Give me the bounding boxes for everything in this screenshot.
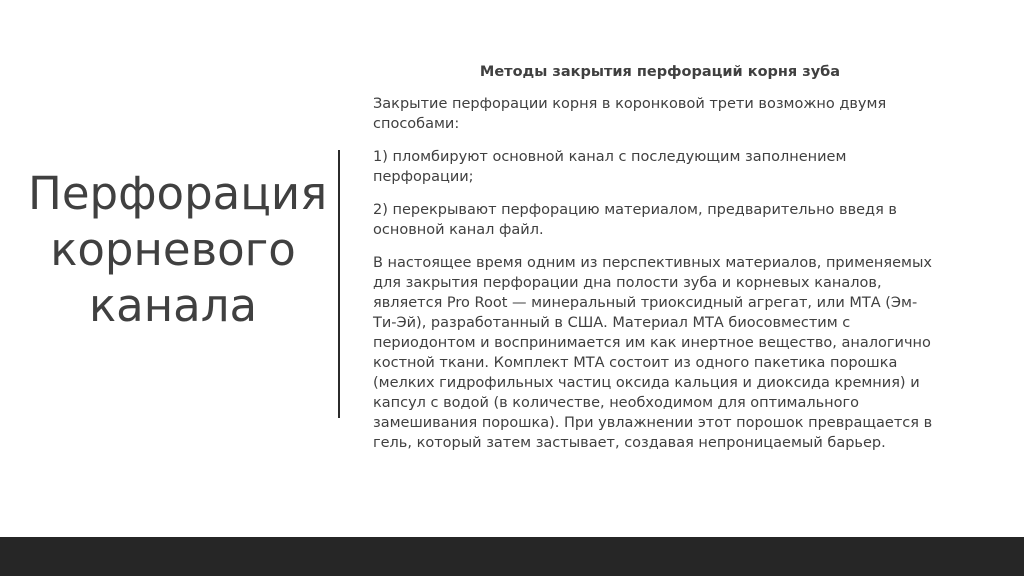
slide-title: Перфорация корневого канала [28, 167, 328, 332]
paragraph-mta: В настоящее время одним из перспективных материалов, применяемых для закрытия перфорации дна полости зуба и корневых каналов, является Pro Root — минеральный триоксидный агрегат, или МТА (Эм-Ти-Эй), разработанный в США. Материал МТА биосовместим с периодонтом и воспринимается им как инертное вещество, аналогично костной ткани. Комплект МТА состоит из одного пакетика порошка (мелких гидрофильных частиц оксида кальция и диоксида кремния) и капсул с водой (в количестве, необходимом для оптимального замешивания порошка). При увлажнении этот порошок превращается в гель, который затем застывает, создавая непроницаемый барьер. [373, 255, 933, 451]
paragraph-method-2: 2) перекрывают перфорацию материалом, предварительно введя в основной канал файл. [373, 202, 897, 238]
paragraph-intro: Закрытие перфорации корня в коронковой трети возможно двумя способами: [373, 96, 887, 132]
paragraph-method-1: 1) пломбируют основной канал с последующим заполнением перфорации; [373, 149, 847, 185]
vertical-divider [338, 150, 340, 418]
footer-bar [0, 537, 1024, 576]
content-heading: Методы закрытия перфораций корня зуба [479, 64, 841, 80]
slide-content [373, 60, 939, 466]
